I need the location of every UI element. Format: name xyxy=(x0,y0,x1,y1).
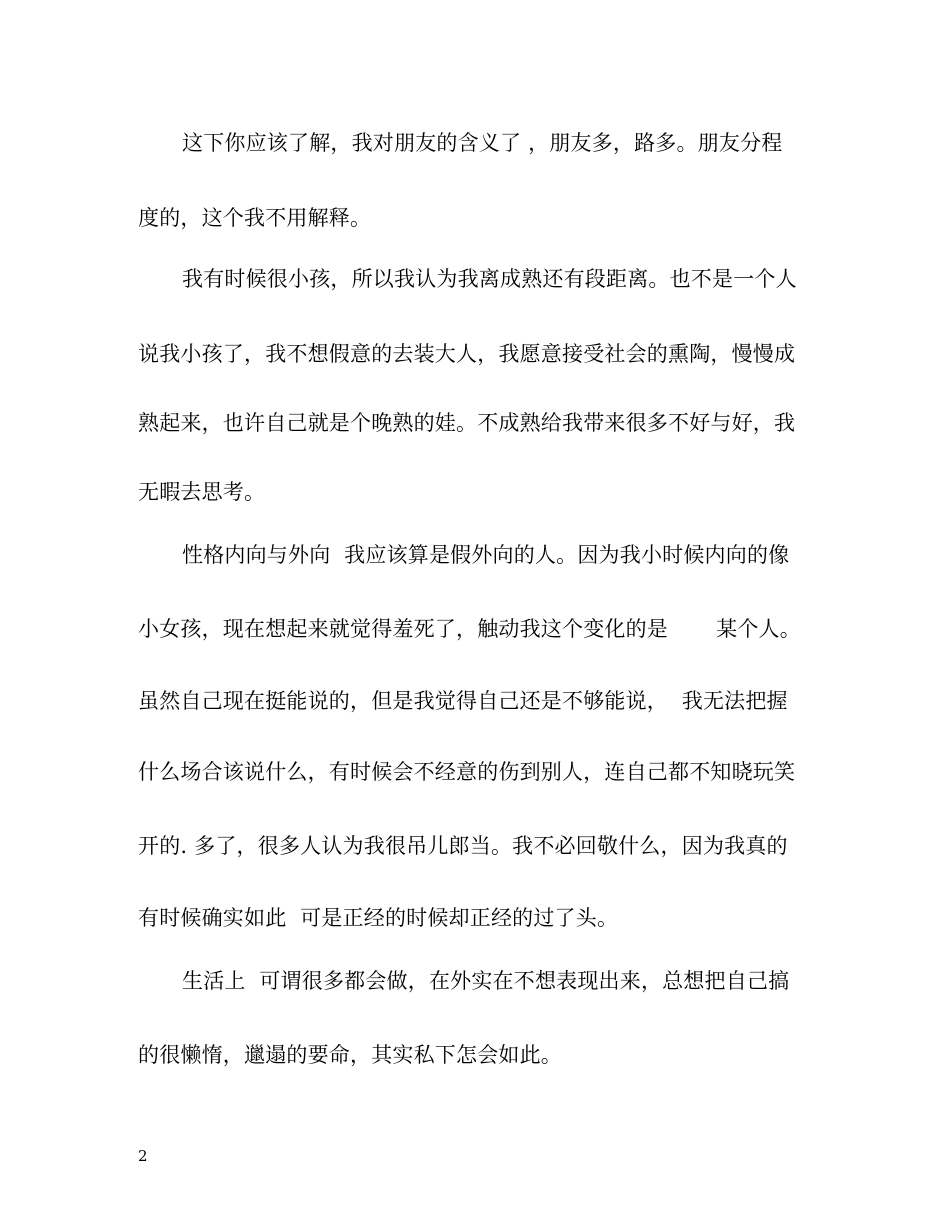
paragraph-1-line-2: 度的，这个我不用解释。 xyxy=(138,206,372,230)
paragraph-4-line-2: 的很懒惰，邋遢的要命，其实私下怎会如此。 xyxy=(138,1043,562,1067)
paragraph-3-line-3: 虽然自己现在挺能说的，但是我觉得自己还是不够能说， 我无法把握 xyxy=(138,689,788,713)
paragraph-1-line-1: 这下你应该了解，我对朋友的含义了 ，朋友多，路多。朋友分程 xyxy=(182,131,783,155)
paragraph-3-line-1: 性格内向与外向 我应该算是假外向的人。因为我小时候内向的像 xyxy=(182,543,790,567)
page-number: 2 xyxy=(138,1147,148,1165)
paragraph-3-line-2: 小女孩，现在想起来就觉得羞死了，触动我这个变化的是 某个人。 xyxy=(138,617,801,641)
paragraph-3-line-6: 有时候确实如此 可是正经的时候却正经的过了头。 xyxy=(138,906,619,930)
paragraph-2-line-2: 说我小孩了，我不想假意的去装大人，我愿意接受社会的熏陶，慢慢成 xyxy=(138,342,796,366)
paragraph-3-line-4: 什么场合该说什么，有时候会不经意的伤到别人，连自己都不知晓玩笑 xyxy=(138,760,796,784)
paragraph-2-line-4: 无暇去思考。 xyxy=(138,480,266,504)
paragraph-2-line-3: 熟起来，也许自己就是个晚熟的娃。不成熟给我带来很多不好与好，我 xyxy=(138,411,796,435)
paragraph-2-line-1: 我有时候很小孩，所以我认为我离成熟还有段距离。也不是一个人 xyxy=(182,267,797,291)
paragraph-4-line-1: 生活上 可谓很多都会做，在外实在不想表现出来，总想把自己搞 xyxy=(182,969,790,993)
paragraph-3-line-5: 开的. 多了，很多人认为我很吊儿郎当。我不必回敬什么，因为我真的 xyxy=(138,834,788,858)
